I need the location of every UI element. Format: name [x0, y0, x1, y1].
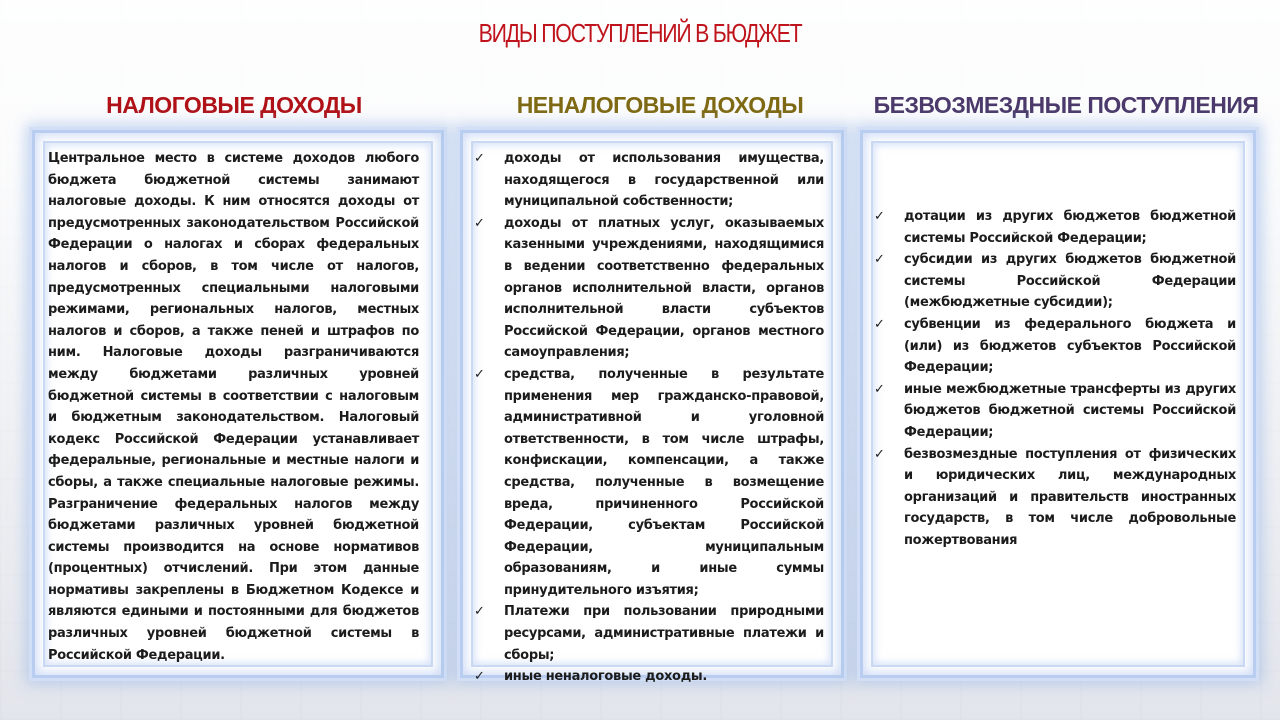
non-tax-revenue-list: [474, 148, 824, 688]
list-item-text: Платежи при пользовании природными ресурсами, административные платежи и сборы;: [504, 604, 824, 663]
checkmark-icon: ✓: [874, 316, 885, 332]
list-item: [474, 666, 824, 688]
list-item-text: безвозмездные поступления от физических и юридических лиц, международных организаций и правительств иностранных государств, в том числе добровольные пожертвования: [904, 446, 1236, 548]
heading-non-tax-revenue: НЕНАЛОГОВЫЕ ДОХОДЫ: [516, 92, 804, 118]
checkmark-icon: ✓: [874, 381, 885, 397]
list-item-text: доходы от использования имущества, находящегося в государственной или муниципальной собственности;: [504, 151, 824, 210]
list-item-text: субсидии из других бюджетов бюджетной системы Российской Федерации (межбюджетные субсидии);: [904, 252, 1236, 311]
list-item-text: дотации из других бюджетов бюджетной системы Российской Федерации;: [904, 209, 1236, 246]
checkmark-icon: ✓: [474, 669, 485, 685]
list-item: [874, 444, 1236, 552]
heading-tax-revenue: НАЛОГОВЫЕ ДОХОДЫ: [106, 92, 362, 118]
list-item-text: субвенции из федерального бюджета и (или) из бюджетов субъектов Российской Федерации;: [904, 316, 1236, 376]
checkmark-icon: ✓: [874, 252, 885, 268]
checkmark-icon: ✓: [474, 151, 485, 166]
list-item: [474, 213, 824, 364]
list-item: [474, 364, 824, 602]
gratuitous-receipts-list: [874, 206, 1236, 552]
checkmark-icon: ✓: [474, 366, 485, 382]
checkmark-icon: ✓: [874, 446, 885, 462]
slide-title: ВИДЫ ПОСТУПЛЕНИЙ В БЮДЖЕТ: [478, 18, 802, 48]
checkmark-icon: ✓: [474, 215, 485, 231]
list-item: [474, 601, 824, 666]
list-item-text: иные неналоговые доходы.: [504, 669, 707, 685]
list-item: [874, 379, 1236, 444]
list-item-text: доходы от платных услуг, оказываемых казенными учреждениями, находящимися в ведении соответственно федеральных органов исполнительной власти, органов исполнительной власти субъектов Российской Федерации, органов местного самоуправления;: [504, 215, 824, 361]
heading-gratuitous-receipts: БЕЗВОЗМЕЗДНЫЕ ПОСТУПЛЕНИЯ: [873, 92, 1259, 118]
list-item: [874, 249, 1236, 314]
checkmark-icon: ✓: [474, 604, 485, 620]
list-item: [874, 206, 1236, 249]
tax-revenue-text: Центральное место в системе доходов любого бюджета бюджетной системы занимают налоговые доходы. К ним относятся доходы от предусмотренных законодательством Российской Федерации о налогах и сборах федеральных налогов и сборов, в том числе от налогов, предусмотренных специальными налоговыми режимами, региональных налогов, местных налогов и сборов, а также пеней и штрафов по ним. Налоговые доходы разграничиваются между бюджетами различных уровней бюджетной системы в соответствии с налоговым и бюджетным законодательством. Налоговый кодекс Российской Федерации устанавливает федеральные, региональные и местные налоги и сборы, а также специальные налоговые режимы. Разграничение федеральных налогов между бюджетами различных уровней бюджетной системы производится на основе нормативов (процентных) отчислений. При этом данные нормативы закреплены в Бюджетном Кодексе и являются едиными и постоянными для бюджетов различных уровней бюджетной системы в Российской Федерации.: [48, 151, 419, 663]
list-item: [874, 314, 1236, 379]
checkmark-icon: ✓: [874, 209, 885, 224]
list-item-text: иные межбюджетные трансферты из других бюджетов бюджетной системы Российской Федерации;: [904, 381, 1236, 440]
list-item-text: средства, полученные в результате применения мер гражданско-правовой, административной и уголовной ответственности, в том числе штрафы, конфискации, компенсации, а также средства, полученные в возмещение вреда, причиненного Российской Федерации, субъектам Российской Федерации, муниципальным образованиям, и иные суммы принудительного изъятия;: [504, 366, 824, 598]
list-item: [474, 148, 824, 213]
